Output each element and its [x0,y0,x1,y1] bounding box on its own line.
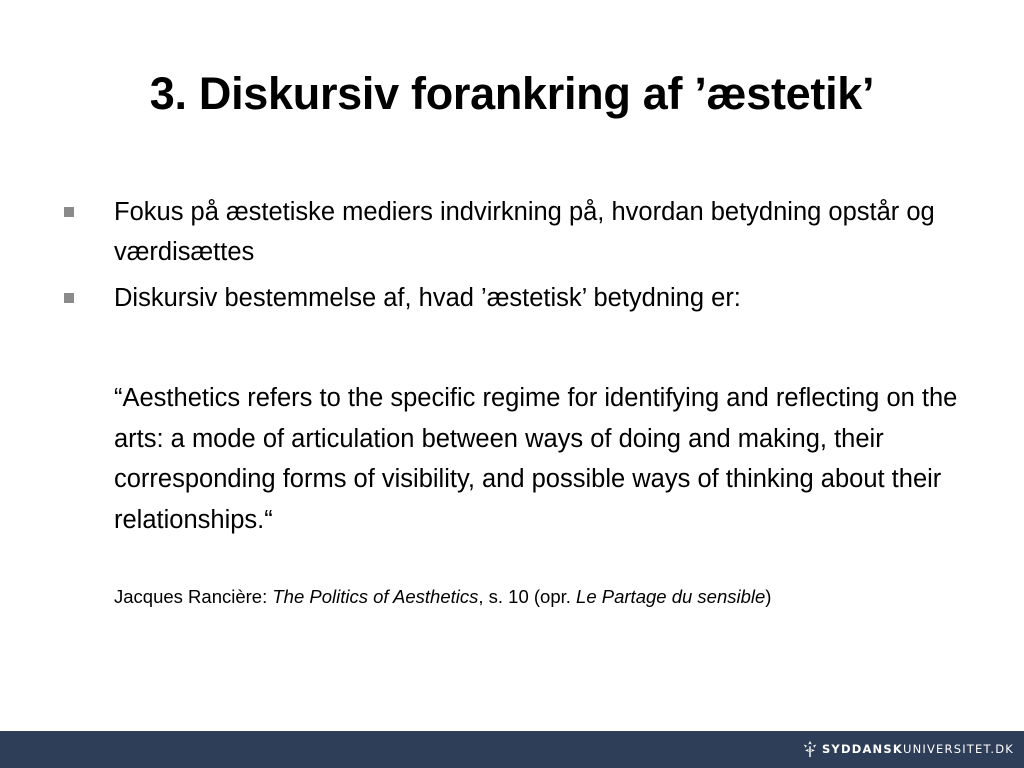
quote: “Aesthetics refers to the specific regime for identifying and reflecting on the arts: a mode of articulation between ways of doing and making, their corresponding forms of visibility, and possible ways of thinking about their relationships.“ [114,384,958,534]
logo-text-regular: UNIVERSITET.DK [902,742,1014,756]
citation-book-title: The Politics of Aesthetics [272,586,479,607]
tree-icon [801,740,819,758]
bullet-text: Fokus på æstetiske mediers indvirkning på, hvordan betydning opstår og værdisættes [114,198,935,266]
bullet-text: Diskursiv bestemmelse af, hvad ’æstetisk’ betydning er: [114,284,741,312]
citation-page-ref: , s. 10 (opr. [478,586,577,607]
citation-original-title: Le Partage du sensible [576,586,766,607]
slide-title: 3. Diskursiv forankring af ’æstetik’ [149,68,875,119]
bullet-item [64,278,984,318]
logo-text [822,742,1014,756]
citation-closing: ) [765,586,772,607]
citation-author: Jacques Rancière: [114,586,273,607]
university-logo [801,740,1014,758]
citation [114,584,994,610]
bullet-item [64,192,984,272]
bullet-list [64,192,984,324]
square-bullet-icon [64,207,74,217]
square-bullet-icon [64,293,74,303]
logo-text-bold: SYDDANSK [821,742,903,756]
footer-bar [0,731,1024,768]
